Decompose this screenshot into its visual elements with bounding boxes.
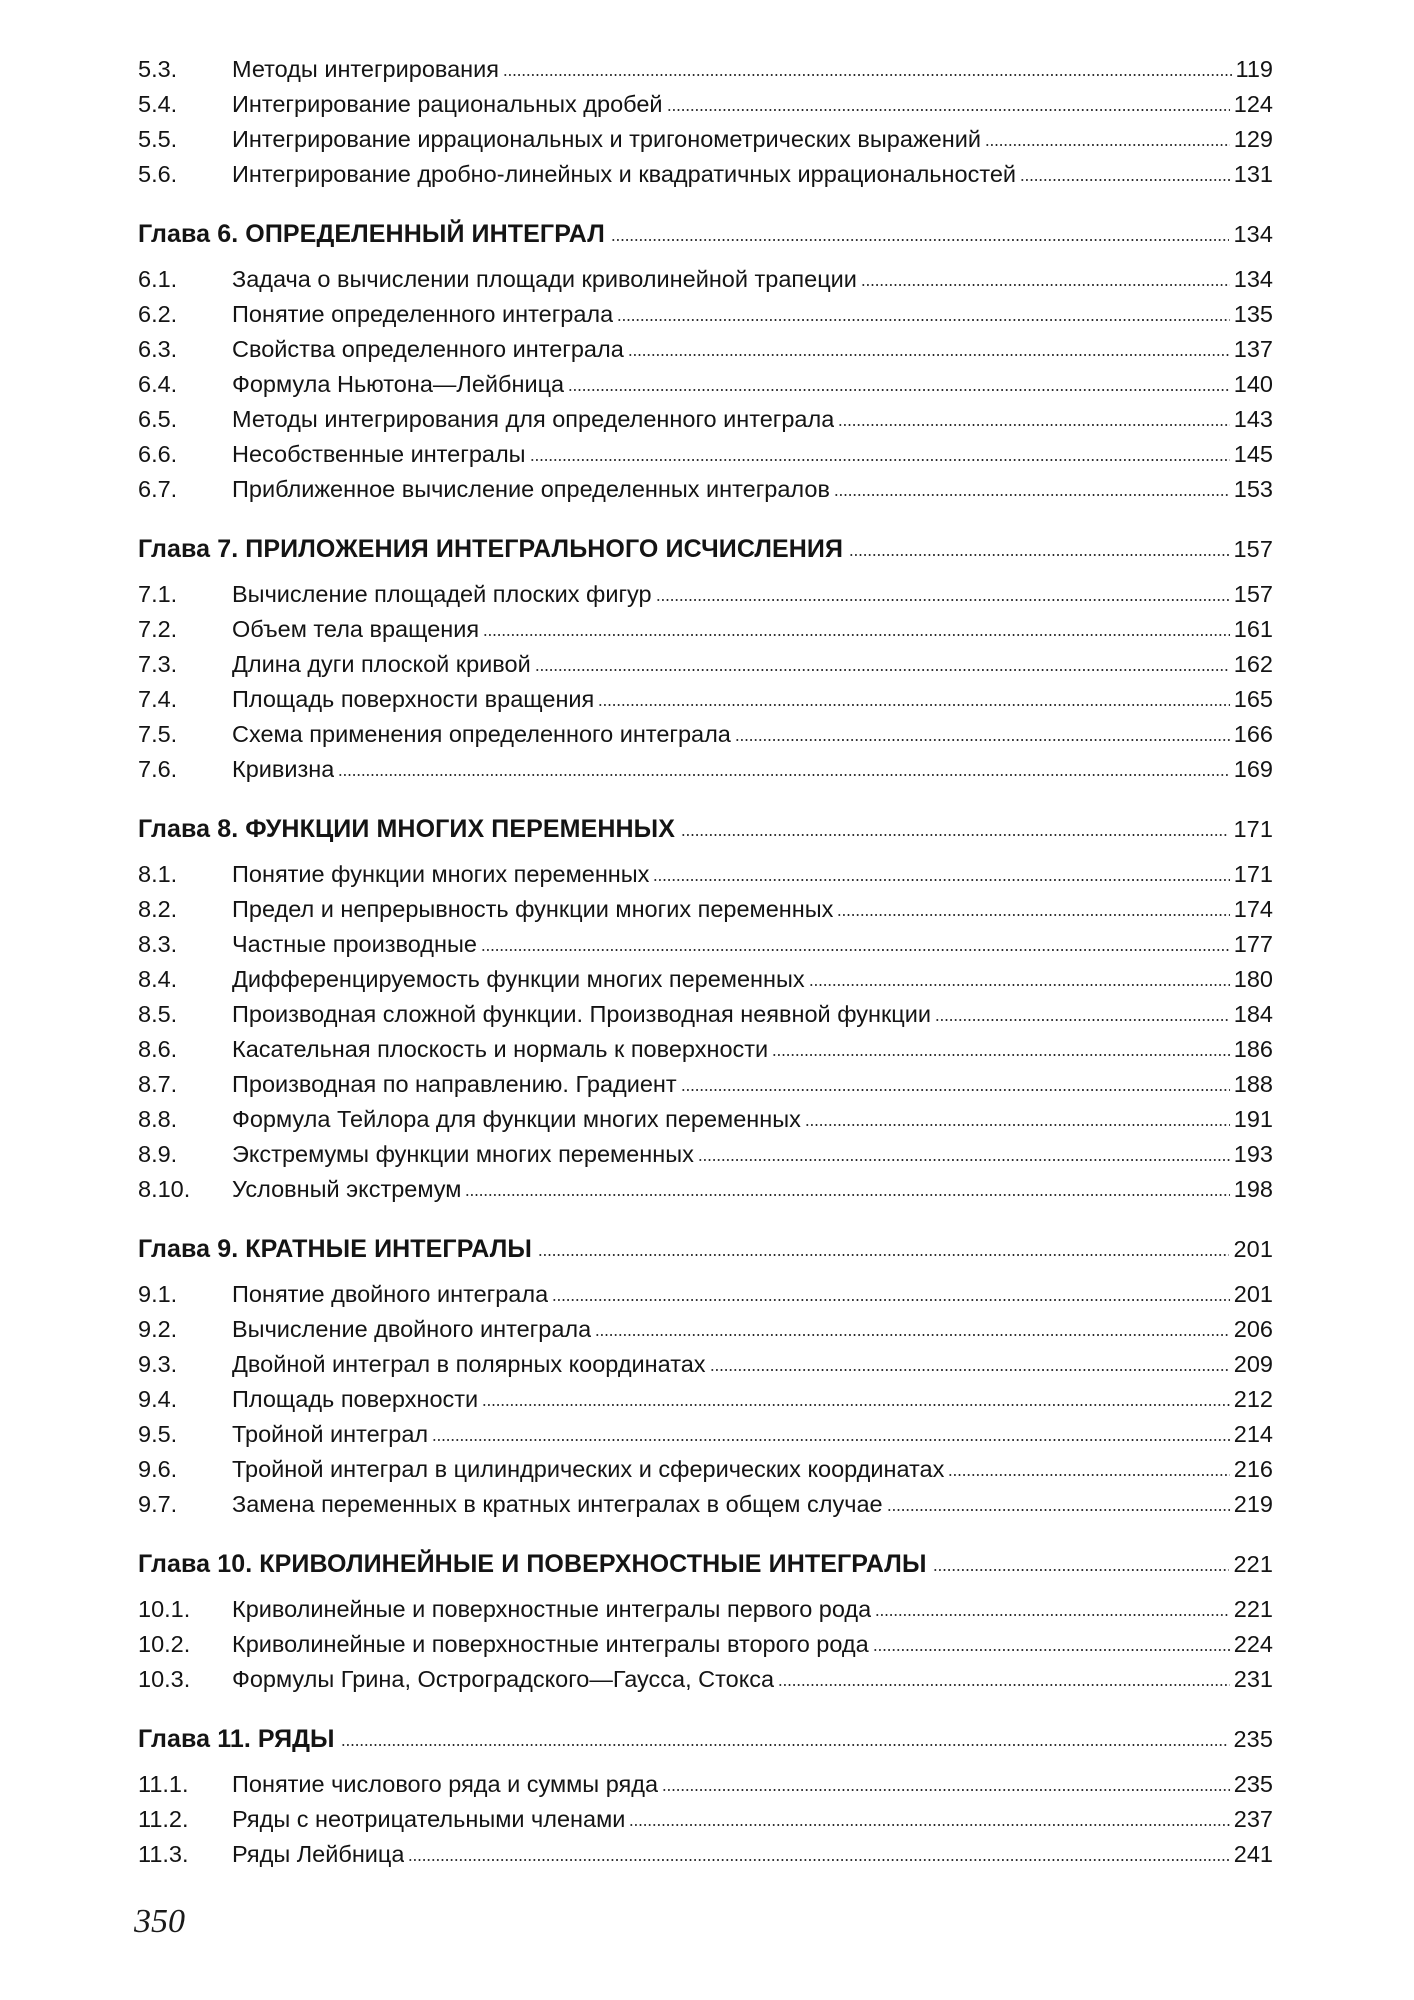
toc-entry[interactable]	[138, 927, 1273, 962]
chapter-heading[interactable]	[138, 1547, 1273, 1582]
section-number: 8.2.	[138, 896, 178, 922]
section-title: Интегрирование рациональных дробей	[232, 91, 663, 117]
section-number: 9.7.	[138, 1491, 178, 1517]
page-ref: 131	[1233, 161, 1273, 187]
dot-leader	[653, 874, 1229, 882]
toc-entry[interactable]	[138, 262, 1273, 297]
page-ref: 157	[1233, 536, 1273, 562]
section-number: 8.6.	[138, 1036, 178, 1062]
section-title: Понятие двойного интеграла	[232, 1281, 549, 1307]
dot-leader	[503, 69, 1232, 77]
section-number: 6.1.	[138, 266, 178, 292]
dot-leader	[667, 104, 1230, 112]
page-ref: 157	[1233, 581, 1273, 607]
dot-leader	[598, 699, 1230, 707]
toc-entry[interactable]	[138, 1102, 1273, 1137]
section-title: Предел и непрерывность функции многих переменных	[232, 896, 834, 922]
section-number: 7.2.	[138, 616, 178, 642]
section-number: 5.3.	[138, 56, 178, 82]
page-ref: 140	[1233, 371, 1273, 397]
page-ref: 186	[1233, 1036, 1273, 1062]
section-title: Частные производные	[232, 931, 477, 957]
section-title: Интегрирование иррациональных и тригонометрических выражений	[232, 126, 981, 152]
section-title: Длина дуги плоской кривой	[232, 651, 531, 677]
section-number: 6.2.	[138, 301, 178, 327]
section-number: 8.1.	[138, 861, 178, 887]
toc-entry[interactable]	[138, 647, 1273, 682]
toc-entry[interactable]	[138, 892, 1273, 927]
toc-entry[interactable]	[138, 332, 1273, 367]
page-ref: 135	[1233, 301, 1273, 327]
page-ref: 209	[1233, 1351, 1273, 1377]
toc-entry[interactable]	[138, 1452, 1273, 1487]
page-ref: 174	[1233, 896, 1273, 922]
section-number: 9.4.	[138, 1386, 178, 1412]
section-number: 8.7.	[138, 1071, 178, 1097]
dot-leader	[985, 139, 1230, 147]
section-number: 5.6.	[138, 161, 178, 187]
dot-leader	[837, 909, 1229, 917]
dot-leader	[552, 1294, 1230, 1302]
page-ref: 177	[1233, 931, 1273, 957]
toc-entry[interactable]	[138, 612, 1273, 647]
dot-leader	[805, 1119, 1230, 1127]
dot-leader	[538, 1249, 1230, 1257]
section-title: Кривизна	[232, 756, 335, 782]
dot-leader	[482, 1399, 1230, 1407]
section-title: Площадь поверхности вращения	[232, 686, 595, 712]
toc-entry[interactable]	[138, 437, 1273, 472]
section-title: Приближенное вычисление определенных интегралов	[232, 476, 830, 502]
dot-leader	[465, 1189, 1229, 1197]
section-number: 8.3.	[138, 931, 178, 957]
section-number: 6.6.	[138, 441, 178, 467]
section-title: Интегрирование дробно-линейных и квадратичных иррациональностей	[232, 161, 1017, 187]
dot-leader	[710, 1364, 1230, 1372]
section-number: 7.5.	[138, 721, 178, 747]
section-title: Площадь поверхности	[232, 1386, 479, 1412]
dot-leader	[617, 314, 1230, 322]
toc-entry[interactable]	[138, 52, 1273, 87]
section-number: 7.3.	[138, 651, 178, 677]
section-number: 8.8.	[138, 1106, 178, 1132]
section-title: Свойства определенного интеграла	[232, 336, 624, 362]
toc-entry[interactable]	[138, 1172, 1273, 1207]
section-title: Формулы Грина, Остроградского—Гаусса, Стокса	[232, 1666, 775, 1692]
chapter-heading[interactable]	[138, 812, 1273, 847]
page-ref: 124	[1233, 91, 1273, 117]
page-ref: 191	[1233, 1106, 1273, 1132]
table-of-contents	[138, 52, 1273, 1872]
page-ref: 169	[1233, 756, 1273, 782]
section-title: Производная по направлению. Градиент	[232, 1071, 677, 1097]
section-number: 9.3.	[138, 1351, 178, 1377]
page-ref: 201	[1233, 1236, 1273, 1262]
page-ref: 162	[1233, 651, 1273, 677]
section-number: 8.5.	[138, 1001, 178, 1027]
dot-leader	[681, 1084, 1230, 1092]
chapter-title: Глава 9. КРАТНЫЕ ИНТЕГРАЛЫ	[138, 1235, 532, 1263]
section-number: 9.2.	[138, 1316, 178, 1342]
section-number: 5.5.	[138, 126, 178, 152]
page-ref: 188	[1233, 1071, 1273, 1097]
toc-entry[interactable]	[138, 297, 1273, 332]
chapter-heading[interactable]	[138, 1722, 1273, 1757]
page-ref: 219	[1233, 1491, 1273, 1517]
toc-entry[interactable]	[138, 367, 1273, 402]
section-number: 8.10.	[138, 1176, 191, 1202]
chapter-title: Глава 6. ОПРЕДЕЛЕННЫЙ ИНТЕГРАЛ	[138, 220, 605, 248]
dot-leader	[408, 1854, 1229, 1862]
page-ref: 161	[1233, 616, 1273, 642]
section-number: 8.9.	[138, 1141, 178, 1167]
section-title: Производная сложной функции. Производная неявной функции	[232, 1001, 931, 1027]
dot-leader	[933, 1564, 1230, 1572]
page-ref: 221	[1233, 1551, 1273, 1577]
page-ref: 201	[1233, 1281, 1273, 1307]
page-ref: 241	[1233, 1841, 1273, 1867]
section-title: Ряды Лейбница	[232, 1841, 405, 1867]
toc-entry[interactable]	[138, 1312, 1273, 1347]
dot-leader	[875, 1609, 1230, 1617]
chapter-heading[interactable]	[138, 532, 1273, 567]
dot-leader	[778, 1679, 1230, 1687]
section-number: 9.1.	[138, 1281, 178, 1307]
chapter-title: Глава 8. ФУНКЦИИ МНОГИХ ПЕРЕМЕННЫХ	[138, 815, 676, 843]
section-number: 7.4.	[138, 686, 178, 712]
page-ref: 165	[1233, 686, 1273, 712]
dot-leader	[629, 1819, 1229, 1827]
page-ref: 145	[1233, 441, 1273, 467]
section-title: Вычисление двойного интеграла	[232, 1316, 592, 1342]
section-number: 6.7.	[138, 476, 178, 502]
dot-leader	[656, 594, 1230, 602]
toc-entry[interactable]	[138, 962, 1273, 997]
page-ref: 137	[1233, 336, 1273, 362]
section-title: Формула Ньютона—Лейбница	[232, 371, 565, 397]
page-ref: 134	[1233, 221, 1273, 247]
page-ref: 221	[1233, 1596, 1273, 1622]
dot-leader	[628, 349, 1230, 357]
dot-leader	[611, 234, 1230, 242]
section-title: Понятие функции многих переменных	[232, 861, 650, 887]
dot-leader	[834, 489, 1230, 497]
section-number: 9.5.	[138, 1421, 178, 1447]
page-ref: 216	[1233, 1456, 1273, 1482]
dot-leader	[838, 419, 1230, 427]
page-ref: 184	[1233, 1001, 1273, 1027]
section-number: 10.2.	[138, 1631, 191, 1657]
section-title: Задача о вычислении площади криволинейной трапеции	[232, 266, 857, 292]
dot-leader	[530, 454, 1230, 462]
section-title: Формула Тейлора для функции многих переменных	[232, 1106, 801, 1132]
section-number: 11.3.	[138, 1841, 189, 1867]
toc-entry[interactable]	[138, 717, 1273, 752]
section-title: Несобственные интегралы	[232, 441, 526, 467]
toc-entry[interactable]	[138, 122, 1273, 157]
dot-leader	[681, 829, 1229, 837]
toc-entry[interactable]	[138, 997, 1273, 1032]
section-number: 10.1.	[138, 1596, 191, 1622]
section-number: 9.6.	[138, 1456, 178, 1482]
chapter-title: Глава 11. РЯДЫ	[138, 1725, 335, 1753]
section-title: Касательная плоскость и нормаль к поверхности	[232, 1036, 769, 1062]
toc-entry[interactable]	[138, 857, 1273, 892]
page-ref: 193	[1233, 1141, 1273, 1167]
toc-entry[interactable]	[138, 682, 1273, 717]
section-title: Криволинейные и поверхностные интегралы первого рода	[232, 1596, 872, 1622]
toc-entry[interactable]	[138, 1627, 1273, 1662]
section-number: 11.1.	[138, 1771, 189, 1797]
section-number: 6.3.	[138, 336, 178, 362]
toc-entry[interactable]	[138, 752, 1273, 787]
dot-leader	[338, 769, 1229, 777]
toc-entry[interactable]	[138, 1767, 1273, 1802]
toc-entry[interactable]	[138, 1837, 1273, 1872]
page-number: 350	[134, 1903, 185, 1940]
toc-entry[interactable]	[138, 1137, 1273, 1172]
page-ref: 171	[1233, 816, 1273, 842]
chapter-title: Глава 10. КРИВОЛИНЕЙНЫЕ И ПОВЕРХНОСТНЫЕ ИНТЕГРАЛЫ	[138, 1550, 927, 1578]
page-ref: 231	[1233, 1666, 1273, 1692]
section-number: 6.5.	[138, 406, 178, 432]
toc-entry[interactable]	[138, 577, 1273, 612]
dot-leader	[809, 979, 1230, 987]
page-ref: 214	[1233, 1421, 1273, 1447]
toc-entry[interactable]	[138, 472, 1273, 507]
dot-leader	[861, 279, 1230, 287]
dot-leader	[432, 1434, 1230, 1442]
toc-entry[interactable]	[138, 87, 1273, 122]
toc-entry[interactable]	[138, 402, 1273, 437]
page-ref: 153	[1233, 476, 1273, 502]
chapter-heading[interactable]	[138, 217, 1273, 252]
page-ref: 198	[1233, 1176, 1273, 1202]
toc-entry[interactable]	[138, 157, 1273, 192]
section-title: Условный экстремум	[232, 1176, 462, 1202]
dot-leader	[698, 1154, 1230, 1162]
page-ref: 171	[1233, 861, 1273, 887]
dot-leader	[662, 1784, 1230, 1792]
toc-entry[interactable]	[138, 1347, 1273, 1382]
page-ref: 119	[1235, 56, 1273, 82]
dot-leader	[873, 1644, 1230, 1652]
page-ref: 134	[1233, 266, 1273, 292]
toc-entry[interactable]	[138, 1417, 1273, 1452]
dot-leader	[481, 944, 1230, 952]
page-ref: 237	[1233, 1806, 1273, 1832]
dot-leader	[1020, 174, 1230, 182]
page-ref: 143	[1233, 406, 1273, 432]
chapter-title: Глава 7. ПРИЛОЖЕНИЯ ИНТЕГРАЛЬНОГО ИСЧИСЛЕНИЯ	[138, 535, 844, 563]
dot-leader	[483, 629, 1230, 637]
section-title: Понятие числового ряда и суммы ряда	[232, 1771, 659, 1797]
dot-leader	[887, 1504, 1230, 1512]
toc-entry[interactable]	[138, 1382, 1273, 1417]
dot-leader	[568, 384, 1230, 392]
toc-entry[interactable]	[138, 1487, 1273, 1522]
page-ref: 180	[1233, 966, 1273, 992]
section-number: 8.4.	[138, 966, 178, 992]
section-title: Тройной интеграл	[232, 1421, 429, 1447]
section-number: 5.4.	[138, 91, 178, 117]
toc-entry[interactable]	[138, 1277, 1273, 1312]
section-title: Тройной интеграл в цилиндрических и сферических координатах	[232, 1456, 945, 1482]
dot-leader	[849, 549, 1229, 557]
section-number: 7.6.	[138, 756, 178, 782]
toc-entry[interactable]	[138, 1592, 1273, 1627]
section-title: Методы интегрирования	[232, 56, 500, 82]
toc-entry[interactable]	[138, 1032, 1273, 1067]
section-title: Экстремумы функции многих переменных	[232, 1141, 694, 1167]
dot-leader	[341, 1739, 1230, 1747]
page-ref: 224	[1233, 1631, 1273, 1657]
page-ref: 235	[1233, 1726, 1273, 1752]
dot-leader	[948, 1469, 1229, 1477]
toc-entry[interactable]	[138, 1067, 1273, 1102]
page-ref: 129	[1233, 126, 1273, 152]
page-ref: 206	[1233, 1316, 1273, 1342]
section-title: Методы интегрирования для определенного интеграла	[232, 406, 835, 432]
section-title: Двойной интеграл в полярных координатах	[232, 1351, 706, 1377]
section-title: Криволинейные и поверхностные интегралы второго рода	[232, 1631, 869, 1657]
page-ref: 166	[1233, 721, 1273, 747]
chapter-heading[interactable]	[138, 1232, 1273, 1267]
dot-leader	[735, 734, 1230, 742]
section-number: 11.2.	[138, 1806, 189, 1832]
section-title: Замена переменных в кратных интегралах в общем случае	[232, 1491, 883, 1517]
section-title: Объем тела вращения	[232, 616, 480, 642]
toc-entry[interactable]	[138, 1802, 1273, 1837]
section-title: Схема применения определенного интеграла	[232, 721, 731, 747]
toc-entry[interactable]	[138, 1662, 1273, 1697]
section-title: Понятие определенного интеграла	[232, 301, 614, 327]
page-ref: 235	[1233, 1771, 1273, 1797]
section-title: Ряды с неотрицательными членами	[232, 1806, 626, 1832]
dot-leader	[772, 1049, 1230, 1057]
section-number: 7.1.	[138, 581, 178, 607]
section-title: Вычисление площадей плоских фигур	[232, 581, 652, 607]
section-number: 10.3.	[138, 1666, 191, 1692]
page-ref: 212	[1233, 1386, 1273, 1412]
dot-leader	[935, 1014, 1230, 1022]
section-number: 6.4.	[138, 371, 178, 397]
section-title: Дифференцируемость функции многих переменных	[232, 966, 805, 992]
dot-leader	[595, 1329, 1230, 1337]
dot-leader	[535, 664, 1230, 672]
